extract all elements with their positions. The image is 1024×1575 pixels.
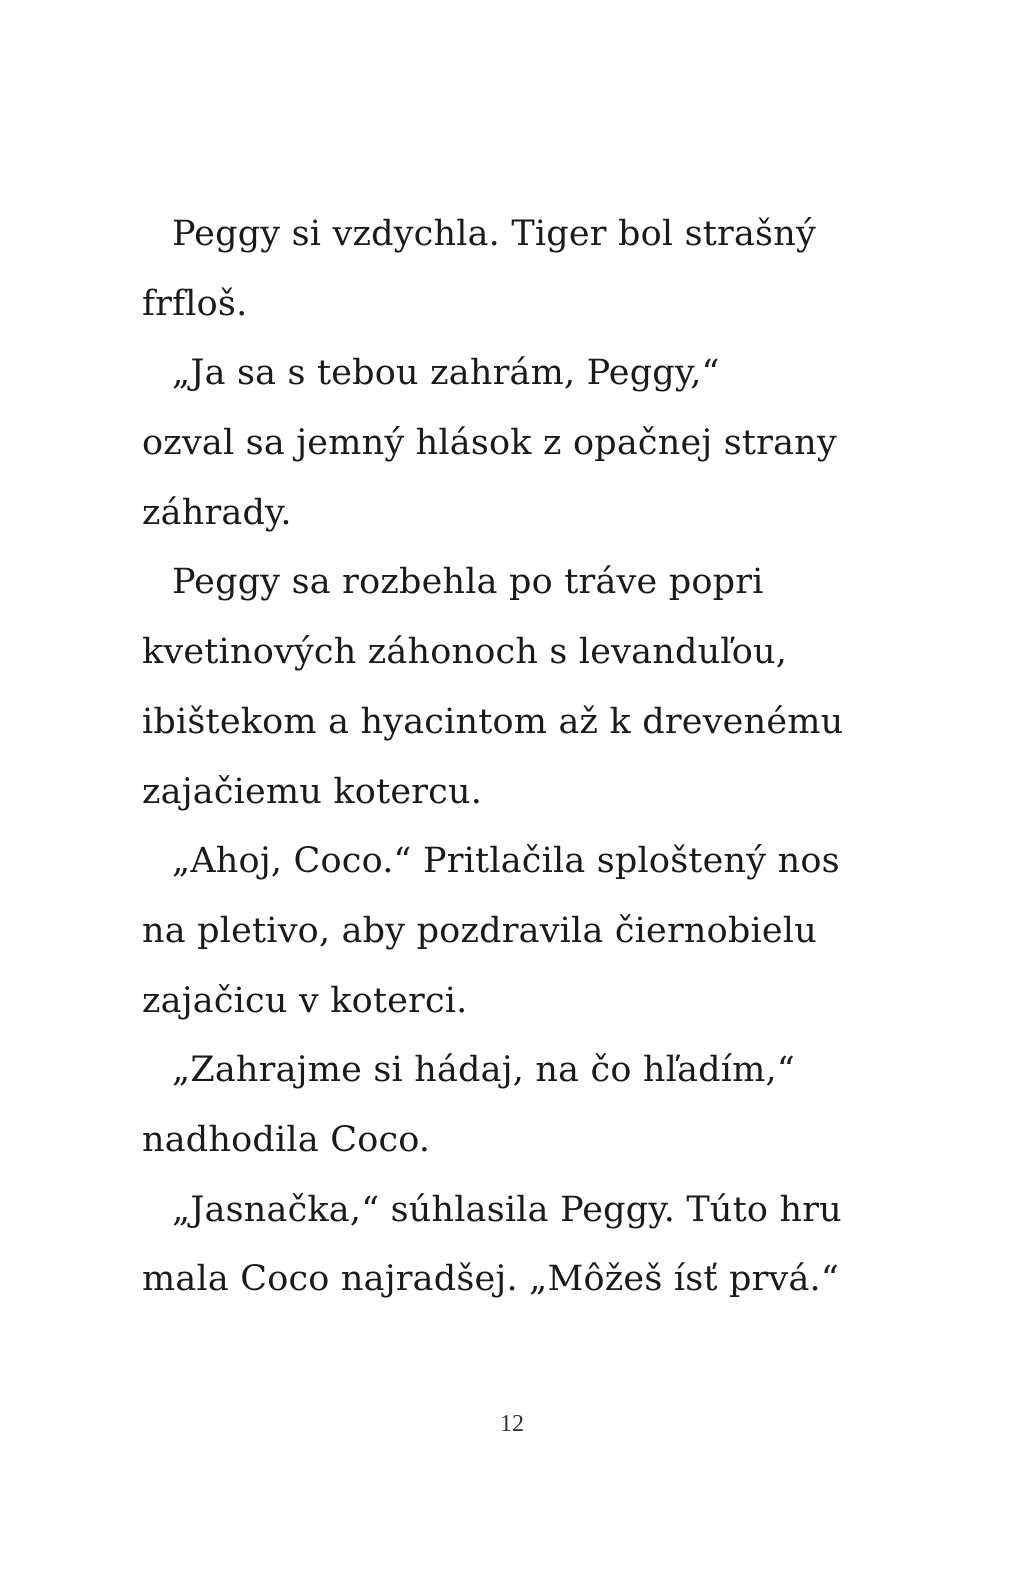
paragraph-line: „Ja sa s tebou zahrám, Peggy,“: [172, 353, 720, 394]
paragraph-line: nadhodila Coco.: [142, 1119, 431, 1160]
paragraph-line: frfloš.: [142, 283, 248, 324]
paragraph-line: ozval sa jemný hlások z opačnej strany: [142, 423, 837, 464]
paragraph-line: Peggy si vzdychla. Tiger bol strašný: [172, 214, 816, 254]
paragraph-line: „Jasnačka,“ súhlasila Peggy. Túto hru: [172, 1189, 842, 1230]
paragraph-line: mala Coco najradšej. „Môžeš ísť prvá.“: [142, 1259, 839, 1300]
paragraph-line: kvetinových záhonoch s levanduľou,: [142, 632, 788, 673]
paragraph-line: záhrady.: [142, 492, 292, 533]
paragraph-line: „Ahoj, Coco.“ Pritlačila sploštený nos: [172, 841, 840, 882]
paragraph-line: na pletivo, aby pozdravila čiernobielu: [142, 910, 817, 951]
body-text: [142, 200, 882, 1315]
page-number: 12: [500, 1411, 524, 1437]
paragraph-line: zajačiemu kotercu.: [142, 771, 483, 812]
paragraph-line: „Zahrajme si hádaj, na čo hľadím,“: [172, 1050, 795, 1091]
paragraph-line: zajačicu v koterci.: [142, 980, 468, 1021]
paragraph-line: Peggy sa rozbehla po tráve popri: [172, 562, 764, 603]
paragraph-line: ibištekom a hyacintom až k drevenému: [142, 701, 844, 742]
